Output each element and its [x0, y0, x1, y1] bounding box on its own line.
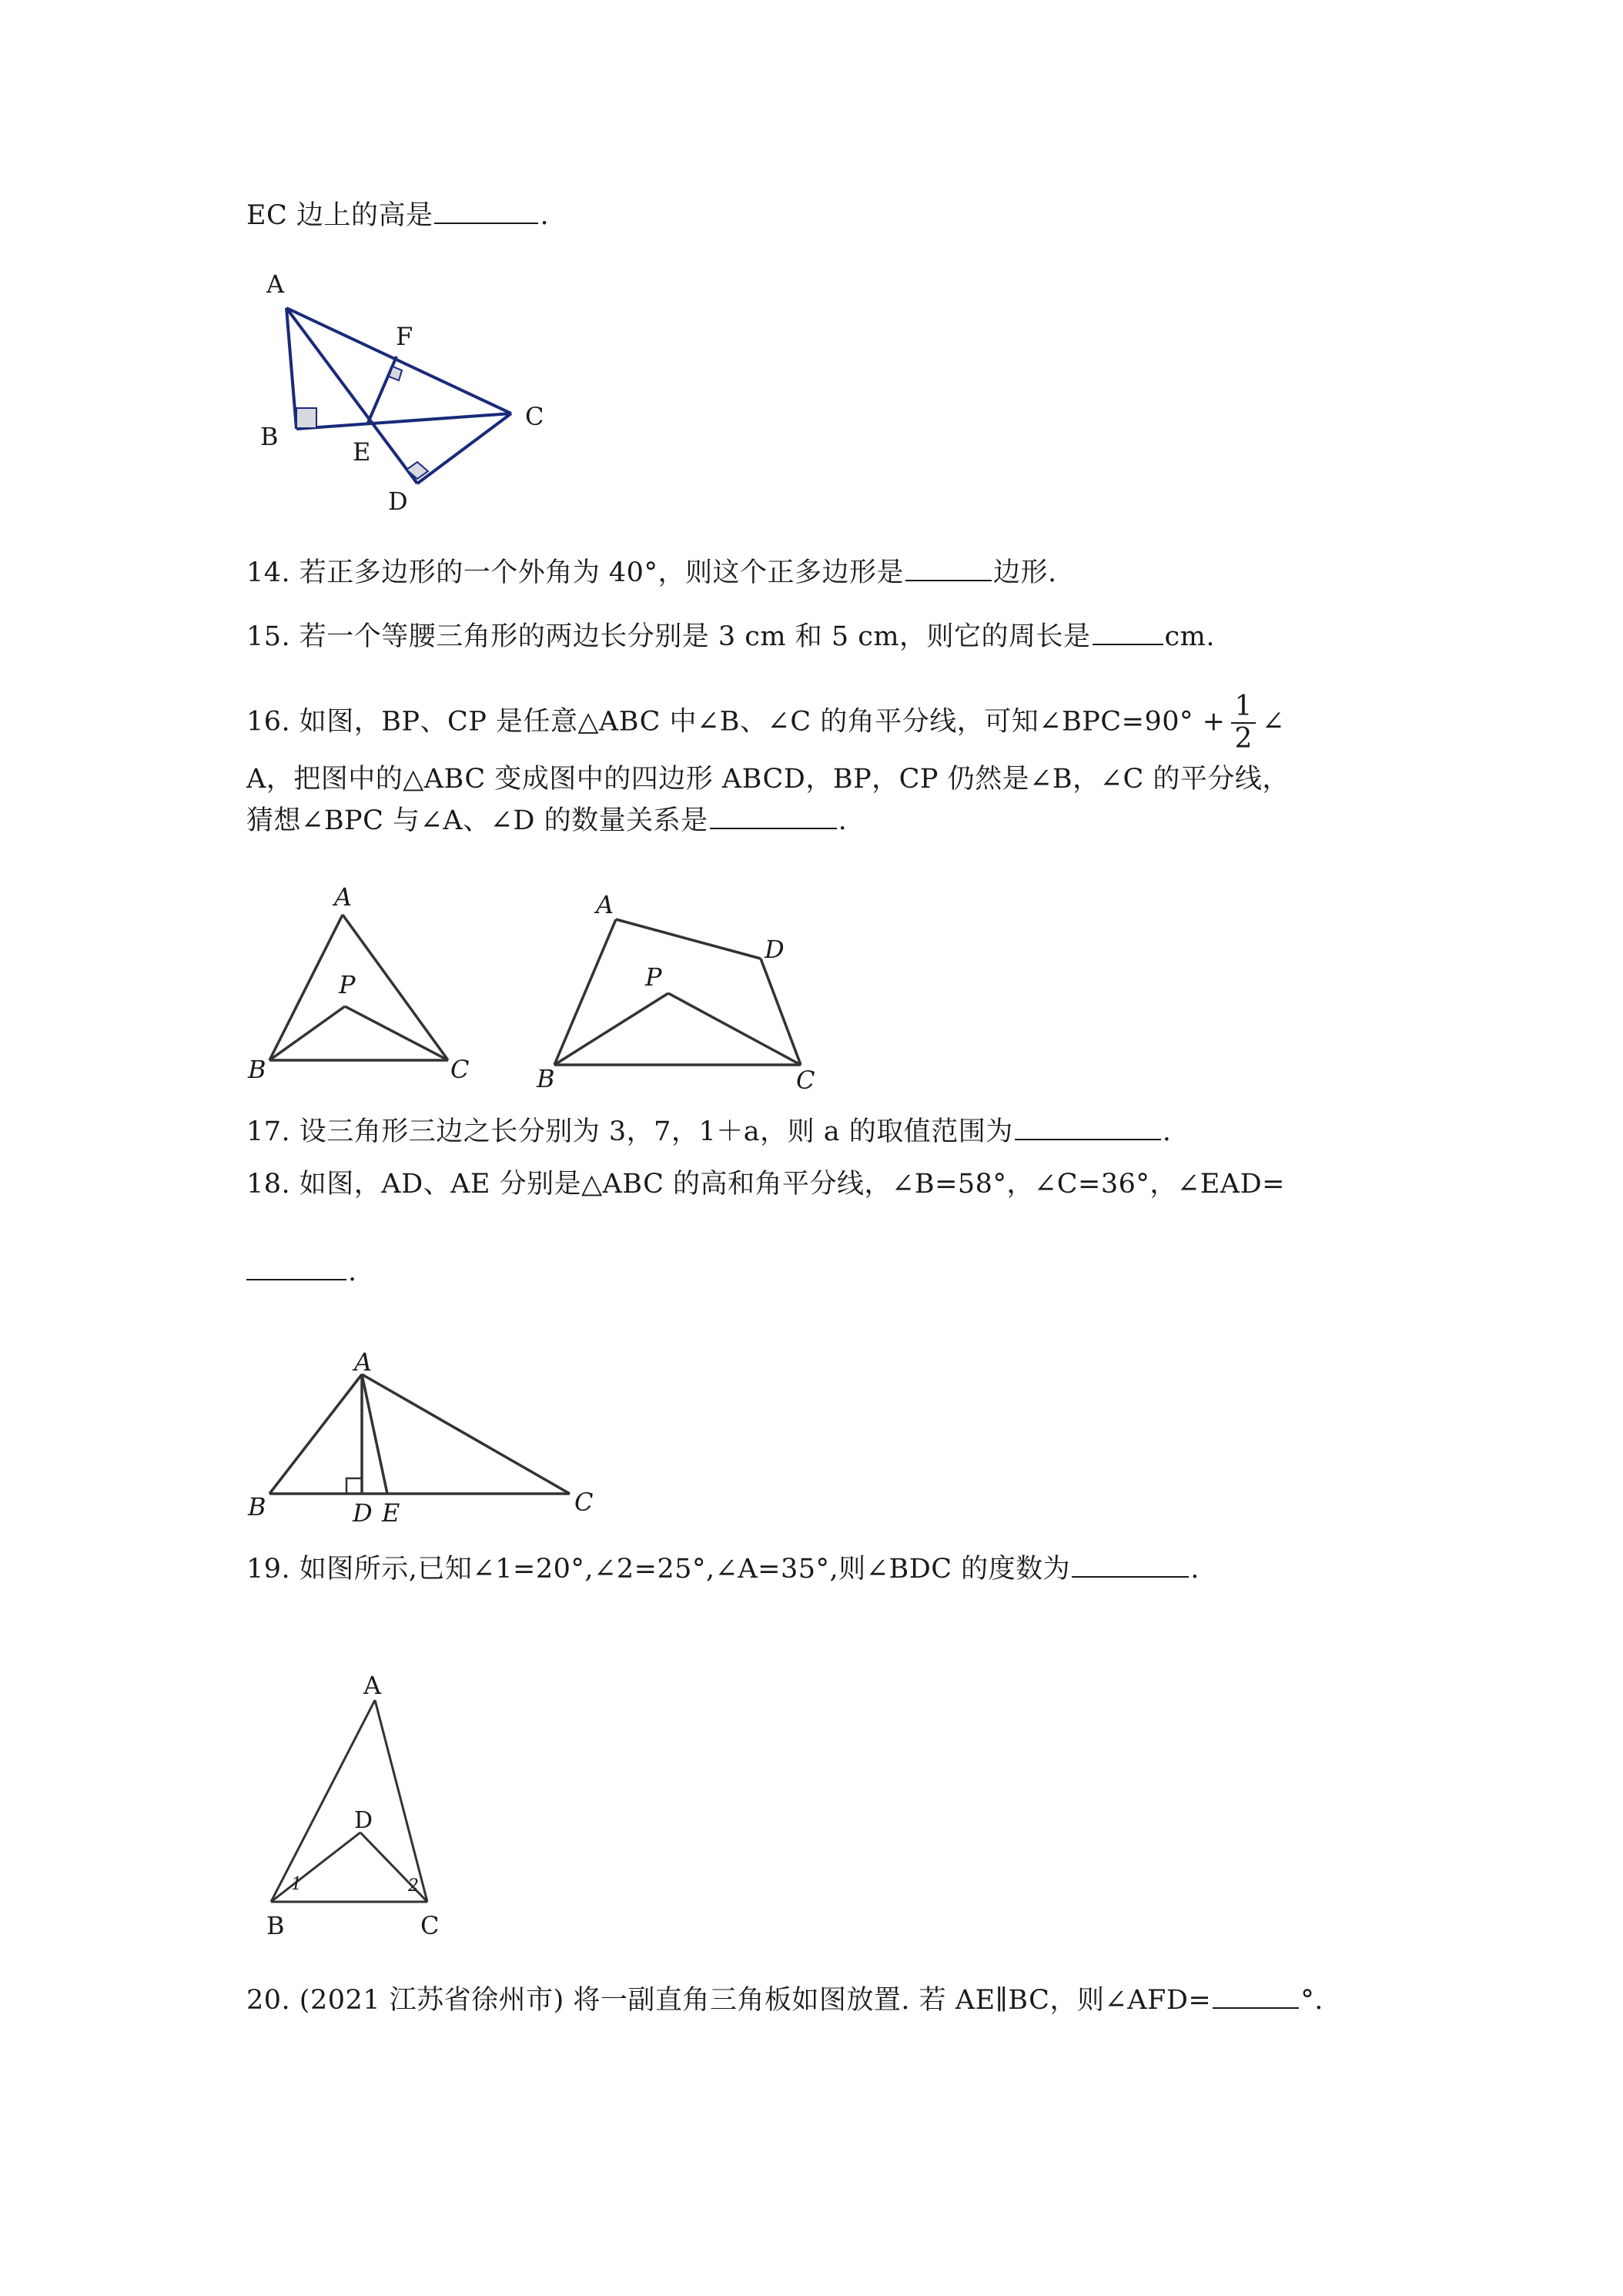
- q16-l3-pre: 猜想∠BPC 与∠A、∠D 的数量关系是: [246, 805, 708, 836]
- fig16b-seg-pc: [668, 993, 801, 1065]
- fig19-label-d: D: [354, 1807, 373, 1834]
- fig16a-seg-ba: [269, 915, 343, 1060]
- q16-l1-pre: 16. 如图，BP、CP 是任意△ABC 中∠B、∠C 的角平分线，可知∠BPC=90° +: [246, 706, 1226, 738]
- q16-l1-post: ∠: [1261, 706, 1285, 738]
- fig13-seg-dc: [417, 413, 511, 484]
- fig16b-label-c: C: [796, 1066, 815, 1095]
- fig19-label-b: B: [266, 1911, 285, 1940]
- q17-pre: 17. 设三角形三边之长分别为 3，7，1＋a，则 a 的取值范围为: [246, 1116, 1013, 1147]
- fig16b-diagram: [531, 878, 839, 1101]
- fig19-label-1: 1: [291, 1875, 302, 1894]
- q16-line-2: [246, 762, 1290, 796]
- fig18-label-e: E: [382, 1498, 400, 1528]
- q15-post: cm.: [1164, 621, 1215, 652]
- fig18-seg-ae: [362, 1374, 387, 1494]
- fig13-label-f: F: [396, 322, 413, 351]
- q18-line-2: [246, 1255, 357, 1289]
- q14-pre: 14. 若正多边形的一个外角为 40°，则这个正多边形是: [246, 557, 904, 588]
- fig13-seg-ab: [286, 308, 296, 429]
- fig16a-seg-pc: [345, 1006, 448, 1060]
- fig13-seg-bc: [296, 413, 511, 429]
- q19-pre: 19. 如图所示,已知∠1=20°,∠2=25°,∠A=35°,则∠BDC 的度数为: [246, 1554, 1071, 1585]
- q14-blank: [905, 557, 992, 581]
- fig18-seg-ac: [362, 1374, 570, 1494]
- q14-line: [246, 556, 1057, 590]
- q15-line: [246, 620, 1215, 654]
- q18-line-1: [246, 1167, 1285, 1201]
- q17-post: .: [1162, 1116, 1172, 1147]
- q17-line: [246, 1115, 1171, 1149]
- q19-blank: [1072, 1553, 1189, 1578]
- fig18-diagram: [246, 1340, 608, 1532]
- fig19-label-2: 2: [408, 1876, 419, 1896]
- fig16b-label-a: A: [596, 890, 614, 919]
- fig13-label-b: B: [260, 422, 279, 451]
- fig16a-seg-bp: [269, 1006, 345, 1060]
- fig16b-label-d: D: [765, 935, 785, 964]
- q16-line-1: [246, 691, 1285, 755]
- q18-blank: [246, 1256, 346, 1280]
- fig13-diagram: [246, 262, 570, 516]
- fig13-label-e: E: [353, 437, 371, 467]
- fig16b-seg-dc: [761, 959, 801, 1065]
- q19-line: [246, 1552, 1200, 1586]
- q16-line-3: [246, 804, 847, 838]
- fig18-seg-ba: [269, 1374, 362, 1494]
- q16-frac-den: 2: [1234, 723, 1253, 755]
- fig16a-label-a: A: [334, 882, 353, 912]
- fig16b-label-b: B: [537, 1064, 555, 1093]
- fig16b-seg-ba: [554, 919, 616, 1065]
- q13-line: [246, 199, 549, 233]
- fig19-seg-ba: [271, 1700, 375, 1902]
- fig18-label-c: C: [574, 1488, 594, 1517]
- fig18-label-a: A: [354, 1347, 373, 1377]
- q16-l3-post: .: [838, 805, 848, 836]
- q13-tail: .: [540, 200, 550, 231]
- fig16a-seg-ac: [343, 915, 448, 1060]
- fig13-right-angle-b: [296, 408, 316, 428]
- q13-text: EC 边上的高是: [246, 200, 433, 231]
- q17-blank: [1015, 1116, 1161, 1140]
- q20-line: [246, 1983, 1323, 2017]
- q20-blank: [1213, 1984, 1299, 2009]
- q16-fraction: [1231, 691, 1255, 755]
- q20-pre: 20. (2021 江苏省徐州市) 将一副直角三角板如图放置. 若 AE∥BC，则∠AFD=: [246, 1985, 1212, 2016]
- q16-blank: [710, 805, 837, 829]
- fig13-label-c: C: [525, 402, 544, 431]
- fig19-seg-ac: [375, 1700, 427, 1902]
- q20-post: °.: [1300, 1985, 1323, 2016]
- q14-post: 边形.: [992, 557, 1057, 588]
- q18-l2-post: .: [348, 1257, 357, 1287]
- fig16b-seg-bp: [554, 993, 668, 1065]
- fig16a-label-b: B: [248, 1055, 266, 1084]
- fig16a-label-p: P: [339, 970, 356, 999]
- q19-post: .: [1190, 1554, 1200, 1585]
- fig19-seg-bd: [271, 1832, 360, 1902]
- fig19-label-c: C: [420, 1911, 440, 1940]
- q15-pre: 15. 若一个等腰三角形的两边长分别是 3 cm 和 5 cm，则它的周长是: [246, 621, 1091, 652]
- fig18-right-angle-d: [346, 1478, 362, 1494]
- fig13-label-d: D: [388, 487, 408, 516]
- fig16b-label-p: P: [645, 962, 662, 992]
- q13-blank: [434, 199, 538, 224]
- fig18-label-d: D: [353, 1498, 373, 1528]
- q16-l2: A，把图中的△ABC 变成图中的四边形 ABCD，BP，CP 仍然是∠B，∠C 的平分线，: [246, 764, 1290, 795]
- q18-l1: 18. 如图，AD、AE 分别是△ABC 的高和角平分线，∠B=58°，∠C=36°，∠EAD=: [246, 1169, 1285, 1200]
- fig18-label-b: B: [248, 1492, 266, 1521]
- q15-blank: [1093, 621, 1163, 645]
- fig16a-diagram: [246, 878, 493, 1093]
- fig16b-seg-ad: [616, 919, 761, 959]
- fig19-label-a: A: [363, 1671, 382, 1700]
- fig19-diagram: [254, 1663, 470, 1948]
- fig13-label-a: A: [266, 269, 285, 299]
- fig16a-label-c: C: [450, 1055, 470, 1084]
- q16-frac-num: 1: [1231, 691, 1255, 724]
